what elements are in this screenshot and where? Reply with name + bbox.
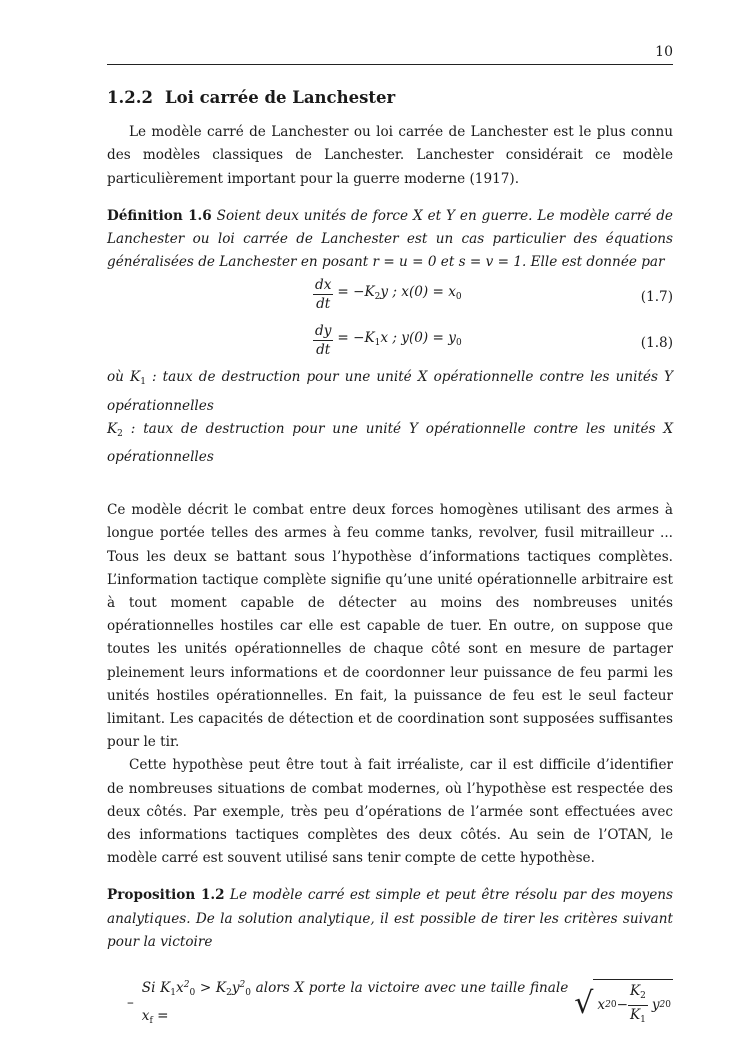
definition-label: Définition 1.6 <box>107 207 212 224</box>
equation-rhs <box>337 281 461 309</box>
square-root <box>574 979 673 1029</box>
criterion-text <box>142 974 569 1033</box>
subscript: 2 <box>226 988 232 999</box>
equation-1-7 <box>107 274 673 320</box>
definition-block <box>107 205 673 275</box>
superscript: 2 <box>183 980 190 991</box>
text-part: K <box>629 1006 641 1023</box>
equation-rhs-part: = −K <box>337 329 375 346</box>
proposition-label: Proposition 1.2 <box>107 887 225 904</box>
equation-rhs-part: = −K <box>337 283 375 300</box>
subscript: 0 <box>455 291 462 302</box>
subscript: 0 <box>455 337 462 348</box>
section-title <box>107 86 673 109</box>
text-part: Si K <box>141 980 171 997</box>
text-part: alors X porte la victoire avec une taille finale x <box>141 980 569 1025</box>
text-part: x <box>176 980 184 997</box>
where-k2 <box>107 418 673 469</box>
fraction-denominator: dt <box>316 296 331 313</box>
fraction-numerator: dx <box>315 277 332 294</box>
subscript: 1 <box>374 337 381 348</box>
radical-sign: √ <box>574 985 594 1021</box>
equation-number: (1.8) <box>640 335 673 352</box>
subscript: f <box>149 1016 153 1027</box>
equation-rhs-part: y ; x(0) = x <box>380 283 456 300</box>
text-part: y <box>231 980 240 997</box>
where-text: : taux de destruction pour une unité X opérationnelle contre les unités Y opérationnelles <box>107 369 673 414</box>
body-paragraph-2: Cette hypothèse peut être tout à fait irréaliste, car il est difficile d’identifier de nombreuses situations de combat modernes, où l’hypothèse est respectée des deux côtés. Par exemple, très peu d’opérations de l’armée sont effectuées avec des informations tactiques complètes des deux côtés. Au sein de l’OTAN, le modèle carré est souvent utilisé sans tenir compte de cette hypothèse. <box>107 757 673 867</box>
subscript: 2 <box>374 291 381 302</box>
text-part: x <box>597 996 606 1013</box>
fraction-denominator: dt <box>316 342 331 359</box>
where-prefix: K <box>107 420 118 437</box>
where-prefix: où K <box>107 369 141 386</box>
bullet-dash: – <box>127 995 134 1012</box>
text-part: > K <box>195 980 227 997</box>
definition-text: Soient deux unités de force X et Y en guerre. Le modèle carré de Lanchester ou loi carrée de Lanchester est un cas particulier des équations généralisées de Lanchester en posant r = u = 0 et s = v = 1. Elle est donnée par <box>107 207 673 271</box>
page-number: 10 <box>655 44 673 60</box>
equation-rhs-part: x ; y(0) = y <box>380 329 456 346</box>
subscript: 0 <box>610 999 617 1010</box>
superscript: 2 <box>605 999 611 1010</box>
victory-criterion <box>127 974 673 1033</box>
fraction-numerator <box>628 982 648 1006</box>
section-number: 1.2.2 <box>107 88 153 107</box>
proposition-text: Le modèle carré est simple et peut être résolu par des moyens analytiques. De la solution analytique, il est possible de tirer les critères suivant pour la victoire <box>107 887 673 950</box>
radicand <box>593 979 673 1029</box>
text-part: y <box>651 996 660 1013</box>
subscript: 0 <box>189 988 196 999</box>
equation-rhs <box>337 327 461 355</box>
text-part: − <box>616 996 628 1013</box>
proposition-block <box>107 884 673 954</box>
subscript: 2 <box>117 428 123 439</box>
subscript: 2 <box>640 990 646 1001</box>
superscript: 2 <box>659 999 666 1010</box>
equation-1-8 <box>107 320 673 366</box>
where-text: : taux de destruction pour une unité Y opérationnelle contre les unités X opérationnelles <box>107 420 673 466</box>
where-k1 <box>107 366 673 417</box>
fraction <box>628 982 648 1029</box>
subscript: 1 <box>140 377 146 388</box>
fraction <box>313 322 333 359</box>
subscript: 1 <box>640 1014 646 1025</box>
fraction-denominator <box>630 1006 646 1029</box>
subscript: 1 <box>170 988 177 999</box>
fraction <box>313 276 333 313</box>
body-paragraph-1: Ce modèle décrit le combat entre deux forces homogènes utilisant des armes à longue portée telles des armes à feu comme tanks, revolver, fusil mitrailleur ... Tous les deux se battant sous l’hypothèse d’informations tactiques complètes. L’information tactique complète signifie qu’une unité opérationnelle arbitraire est à tout moment capable de détecter au moins des nombreuses unités opérationnelles hostiles car elle est capable de tuer. En outre, on suppose que toutes les unités opérationnelles de chaque côté sont en mesure de partager pleinement leurs informations et de coordonner leur puissance de feu parmi les unités hostiles opérationnelles. En fait, la puissance de feu est le seul facteur limitant. Les capacités de détection et de coordination sont supposées suffisantes pour le tir. <box>107 502 673 751</box>
equation-number: (1.7) <box>640 289 673 306</box>
subscript: 0 <box>665 999 671 1010</box>
superscript: 2 <box>239 980 246 991</box>
fraction-numerator: dy <box>315 323 332 340</box>
text-part: = <box>152 1008 169 1025</box>
intro-paragraph: Le modèle carré de Lanchester ou loi carrée de Lanchester est le plus connu des modèles classiques de Lanchester. Lanchester considérait ce modèle particulièrement important pour la guerre moderne (1917). <box>107 124 673 187</box>
header-rule <box>107 64 673 65</box>
section-title-text: Loi carrée de Lanchester <box>165 88 396 107</box>
subscript: 0 <box>245 988 251 999</box>
text-part: K <box>629 982 641 999</box>
page-content <box>107 86 673 1034</box>
